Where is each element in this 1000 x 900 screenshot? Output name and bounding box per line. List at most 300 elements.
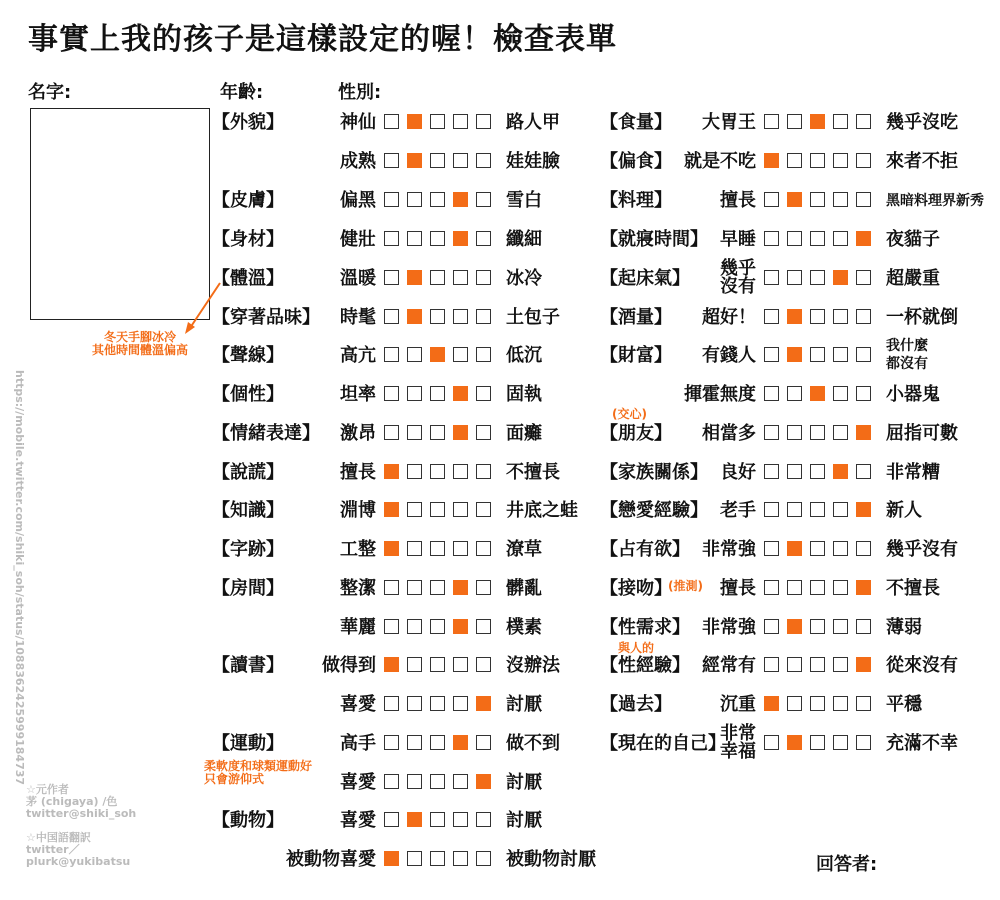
rating-box[interactable]	[476, 619, 491, 634]
rating-box[interactable]	[764, 541, 779, 556]
left-trait-label: 非常 幸福	[720, 723, 756, 762]
left-trait-label: 高手	[340, 733, 376, 754]
rating-box[interactable]	[430, 812, 445, 827]
left-trait-label: 超好！	[702, 307, 756, 328]
rating-box[interactable]	[384, 153, 399, 168]
right-trait-label: 固執	[506, 384, 542, 405]
right-trait-label: 雪白	[506, 190, 542, 211]
rating-box[interactable]	[407, 735, 422, 750]
rating-box-selected[interactable]	[407, 812, 422, 827]
left-trait-label: 擅長	[340, 462, 376, 483]
rating-scale	[764, 502, 874, 520]
rating-box-selected[interactable]	[407, 114, 422, 129]
rating-box[interactable]	[384, 309, 399, 324]
rating-box[interactable]	[810, 657, 825, 672]
right-trait-label: 娃娃臉	[506, 151, 560, 172]
rating-box[interactable]	[407, 619, 422, 634]
right-trait-label: 沒辦法	[506, 655, 560, 676]
rating-box-selected[interactable]	[833, 464, 848, 479]
rating-box[interactable]	[476, 580, 491, 595]
checklist-row	[600, 149, 1000, 175]
checklist-row	[212, 343, 592, 369]
rating-box[interactable]	[407, 541, 422, 556]
rating-box-selected[interactable]	[453, 735, 468, 750]
checklist-row	[600, 227, 1000, 253]
rating-box-selected[interactable]	[453, 580, 468, 595]
rating-box[interactable]	[764, 502, 779, 517]
rating-box[interactable]	[856, 270, 871, 285]
rating-box[interactable]	[476, 502, 491, 517]
rating-box[interactable]	[764, 309, 779, 324]
checklist-row	[212, 537, 592, 563]
rating-scale	[384, 541, 494, 559]
category-label: 【房間】	[212, 578, 284, 599]
right-trait-label: 低沉	[506, 345, 542, 366]
rating-box[interactable]	[856, 347, 871, 362]
rating-box-selected[interactable]	[407, 309, 422, 324]
rating-box-selected[interactable]	[810, 386, 825, 401]
rating-box[interactable]	[856, 541, 871, 556]
rating-scale	[384, 153, 494, 171]
rating-box-selected[interactable]	[453, 386, 468, 401]
rating-box[interactable]	[833, 502, 848, 517]
left-trait-label: 老手	[720, 500, 756, 521]
rating-box[interactable]	[453, 696, 468, 711]
rating-box[interactable]	[810, 619, 825, 634]
right-trait-label: 從來沒有	[886, 655, 958, 676]
checklist-row	[212, 266, 592, 292]
rating-box[interactable]	[384, 425, 399, 440]
temperature-note: 冬天手腳冰冷 其他時間體溫偏高	[92, 330, 189, 357]
rating-box[interactable]	[476, 386, 491, 401]
source-url-watermark	[4, 370, 26, 870]
rating-box[interactable]	[407, 774, 422, 789]
rating-box[interactable]	[430, 386, 445, 401]
rating-box[interactable]	[407, 657, 422, 672]
rating-box[interactable]	[764, 464, 779, 479]
rating-box[interactable]	[476, 114, 491, 129]
category-label: 【皮膚】	[212, 190, 284, 211]
sport-note: 柔軟度和球類運動好 只會游仰式	[204, 759, 313, 786]
left-trait-label: 擅長	[720, 578, 756, 599]
rating-scale	[384, 464, 494, 482]
rating-box[interactable]	[430, 114, 445, 129]
rating-box[interactable]	[384, 270, 399, 285]
rating-box[interactable]	[856, 619, 871, 634]
rating-scale	[764, 192, 874, 210]
right-trait-label: 纖細	[506, 229, 542, 250]
rating-box[interactable]	[407, 192, 422, 207]
rating-box-selected[interactable]	[384, 464, 399, 479]
left-trait-label: 經常有	[702, 655, 756, 676]
rating-box[interactable]	[764, 231, 779, 246]
rating-scale	[764, 270, 874, 288]
rating-box[interactable]	[810, 502, 825, 517]
rating-box[interactable]	[833, 657, 848, 672]
rating-scale	[384, 851, 494, 869]
checklist-row	[600, 576, 1000, 602]
rating-box[interactable]	[384, 580, 399, 595]
left-trait-label: 坦率	[340, 384, 376, 405]
checklist-row	[600, 498, 1000, 524]
right-trait-label: 不擅長	[506, 462, 560, 483]
rating-box[interactable]	[810, 696, 825, 711]
rating-box[interactable]	[476, 657, 491, 672]
rating-box[interactable]	[430, 464, 445, 479]
checklist-row	[600, 692, 1000, 718]
rating-box[interactable]	[810, 541, 825, 556]
rating-box[interactable]	[430, 270, 445, 285]
rating-box[interactable]	[430, 774, 445, 789]
left-trait-label: 偏黑	[340, 190, 376, 211]
rating-box[interactable]	[430, 851, 445, 866]
rating-box-selected[interactable]	[384, 851, 399, 866]
rating-box-selected[interactable]	[453, 192, 468, 207]
rating-box-selected[interactable]	[384, 541, 399, 556]
category-label: 【起床氣】	[600, 268, 690, 289]
left-trait-label: 大胃王	[702, 112, 756, 133]
rating-box-selected[interactable]	[787, 347, 802, 362]
rating-box[interactable]	[810, 153, 825, 168]
checklist-row	[212, 188, 592, 214]
rating-scale	[384, 231, 494, 249]
rating-scale	[764, 114, 874, 132]
rating-box[interactable]	[384, 696, 399, 711]
rating-scale	[384, 774, 494, 792]
rating-box[interactable]	[407, 502, 422, 517]
left-trait-label: 做得到	[322, 655, 376, 676]
right-trait-label: 被動物討厭	[506, 849, 596, 870]
rating-scale	[384, 270, 494, 288]
rating-box-selected[interactable]	[856, 580, 871, 595]
rating-box-selected[interactable]	[453, 425, 468, 440]
rating-box[interactable]	[384, 812, 399, 827]
rating-box[interactable]	[856, 192, 871, 207]
rating-box-selected[interactable]	[384, 657, 399, 672]
rating-scale	[764, 541, 874, 559]
rating-box-selected[interactable]	[476, 696, 491, 711]
right-trait-label: 井底之蛙	[506, 500, 578, 521]
rating-box[interactable]	[856, 309, 871, 324]
right-trait-label: 討厭	[506, 772, 542, 793]
rating-box[interactable]	[856, 464, 871, 479]
rating-box[interactable]	[453, 464, 468, 479]
rating-box[interactable]	[787, 580, 802, 595]
rating-box[interactable]	[833, 619, 848, 634]
page-title: 事實上我的孩子是這樣設定的喔！檢查表單	[28, 22, 617, 57]
rating-box-selected[interactable]	[856, 231, 871, 246]
category-label: 【現在的自己】	[600, 733, 726, 754]
rating-box[interactable]	[764, 657, 779, 672]
left-trait-label: 有錢人	[702, 345, 756, 366]
rating-box[interactable]	[764, 619, 779, 634]
rating-box[interactable]	[430, 192, 445, 207]
rating-box-selected[interactable]	[384, 502, 399, 517]
rating-box[interactable]	[787, 153, 802, 168]
rating-box[interactable]	[430, 425, 445, 440]
right-trait-label: 幾乎沒吃	[886, 112, 958, 133]
rating-scale	[384, 580, 494, 598]
rating-box[interactable]	[833, 114, 848, 129]
rating-box[interactable]	[787, 231, 802, 246]
rating-box[interactable]	[833, 735, 848, 750]
checklist-row	[600, 188, 1000, 214]
rating-box[interactable]	[453, 270, 468, 285]
rating-box[interactable]	[787, 696, 802, 711]
rating-box[interactable]	[384, 114, 399, 129]
rating-box[interactable]	[476, 309, 491, 324]
category-label: 【酒量】	[600, 307, 672, 328]
checklist-row	[600, 615, 1000, 641]
credit-author-twitter: twitter@shiki_soh	[26, 807, 137, 820]
left-trait-label: 沉重	[720, 694, 756, 715]
rating-box[interactable]	[810, 192, 825, 207]
right-trait-label: 小器鬼	[886, 384, 940, 405]
checklist-row	[212, 421, 592, 447]
right-trait-label: 做不到	[506, 733, 560, 754]
rating-box[interactable]	[833, 231, 848, 246]
rating-box[interactable]	[787, 114, 802, 129]
rating-box[interactable]	[764, 192, 779, 207]
rating-box-selected[interactable]	[787, 735, 802, 750]
rating-box-selected[interactable]	[810, 114, 825, 129]
rating-box[interactable]	[384, 619, 399, 634]
category-label: 【偏食】	[600, 151, 672, 172]
rating-box[interactable]	[476, 153, 491, 168]
rating-box[interactable]	[453, 502, 468, 517]
rating-box[interactable]	[453, 851, 468, 866]
checklist-row	[212, 653, 592, 679]
rating-box[interactable]	[430, 735, 445, 750]
rating-box[interactable]	[430, 231, 445, 246]
checklist-row	[212, 110, 592, 136]
rating-box[interactable]	[476, 270, 491, 285]
rating-box[interactable]	[407, 231, 422, 246]
rating-box[interactable]	[833, 696, 848, 711]
checklist-row	[600, 382, 1000, 408]
rating-box[interactable]	[787, 425, 802, 440]
checklist-row	[212, 498, 592, 524]
rating-box-selected[interactable]	[764, 153, 779, 168]
rating-box[interactable]	[764, 270, 779, 285]
rating-box[interactable]	[453, 812, 468, 827]
rating-box[interactable]	[453, 153, 468, 168]
category-label: 【性經驗】	[600, 655, 690, 676]
category-label: 【朋友】	[600, 423, 672, 444]
left-trait-label: 神仙	[340, 112, 376, 133]
rating-box[interactable]	[430, 309, 445, 324]
rating-box[interactable]	[856, 735, 871, 750]
checklist-row	[600, 421, 1000, 447]
rating-scale	[764, 386, 874, 404]
rating-box-selected[interactable]	[764, 696, 779, 711]
category-label: 【知識】	[212, 500, 284, 521]
rating-box[interactable]	[384, 192, 399, 207]
rating-box[interactable]	[384, 774, 399, 789]
rating-box[interactable]	[407, 425, 422, 440]
checklist-row	[212, 692, 592, 718]
rating-box[interactable]	[453, 114, 468, 129]
rating-box[interactable]	[430, 657, 445, 672]
rating-box[interactable]	[833, 386, 848, 401]
rating-box[interactable]	[787, 386, 802, 401]
rating-scale	[764, 657, 874, 675]
rating-box[interactable]	[856, 153, 871, 168]
rating-box[interactable]	[810, 270, 825, 285]
rating-box[interactable]	[430, 541, 445, 556]
rating-box[interactable]	[833, 153, 848, 168]
rating-box-selected[interactable]	[453, 619, 468, 634]
rating-box[interactable]	[764, 386, 779, 401]
rating-box[interactable]	[833, 192, 848, 207]
rating-box[interactable]	[430, 696, 445, 711]
rating-box[interactable]	[430, 153, 445, 168]
checklist-row	[212, 576, 592, 602]
rating-box-selected[interactable]	[407, 270, 422, 285]
friends-note: (交心)	[612, 407, 647, 421]
rating-box[interactable]	[384, 735, 399, 750]
left-trait-label: 激昂	[340, 423, 376, 444]
rating-box[interactable]	[833, 541, 848, 556]
rating-box[interactable]	[764, 425, 779, 440]
rating-box[interactable]	[476, 541, 491, 556]
rating-box[interactable]	[453, 657, 468, 672]
rating-box[interactable]	[764, 580, 779, 595]
rating-box[interactable]	[476, 735, 491, 750]
rating-box[interactable]	[384, 386, 399, 401]
right-trait-label: 黑暗料理界新秀	[886, 193, 984, 209]
rating-box-selected[interactable]	[407, 153, 422, 168]
category-label: 【過去】	[600, 694, 672, 715]
rating-box-selected[interactable]	[787, 619, 802, 634]
rating-box[interactable]	[764, 735, 779, 750]
rating-box[interactable]	[453, 541, 468, 556]
rating-box[interactable]	[476, 464, 491, 479]
rating-scale	[384, 735, 494, 753]
rating-box[interactable]	[787, 270, 802, 285]
rating-box[interactable]	[476, 851, 491, 866]
rating-box[interactable]	[810, 231, 825, 246]
rating-box[interactable]	[833, 347, 848, 362]
rating-box-selected[interactable]	[453, 231, 468, 246]
rating-box[interactable]	[787, 657, 802, 672]
rating-box[interactable]	[810, 464, 825, 479]
rating-box[interactable]	[430, 502, 445, 517]
rating-box-selected[interactable]	[856, 502, 871, 517]
checklist-row	[600, 537, 1000, 563]
rating-box[interactable]	[384, 347, 399, 362]
left-trait-label: 喜愛	[340, 694, 376, 715]
rating-box[interactable]	[787, 464, 802, 479]
left-trait-label: 相當多	[702, 423, 756, 444]
rating-box[interactable]	[430, 619, 445, 634]
checklist-row	[600, 110, 1000, 136]
rating-box[interactable]	[476, 425, 491, 440]
rating-box[interactable]	[833, 425, 848, 440]
right-trait-label: 夜貓子	[886, 229, 940, 250]
rating-box-selected[interactable]	[856, 657, 871, 672]
rating-box[interactable]	[430, 580, 445, 595]
rating-box-selected[interactable]	[430, 347, 445, 362]
rating-box[interactable]	[810, 309, 825, 324]
left-trait-label: 溫暖	[340, 268, 376, 289]
category-label: 【財富】	[600, 345, 672, 366]
checklist-row	[212, 808, 592, 834]
rating-box[interactable]	[856, 696, 871, 711]
rating-box-selected[interactable]	[833, 270, 848, 285]
rating-box[interactable]	[810, 735, 825, 750]
rating-box-selected[interactable]	[787, 309, 802, 324]
checklist-row	[600, 653, 1000, 679]
rating-box[interactable]	[787, 502, 802, 517]
category-label: 【個性】	[212, 384, 284, 405]
rating-box[interactable]	[453, 347, 468, 362]
right-trait-label: 幾乎沒有	[886, 539, 958, 560]
rating-box-selected[interactable]	[856, 425, 871, 440]
rating-box-selected[interactable]	[787, 541, 802, 556]
left-trait-label: 擅長	[720, 190, 756, 211]
rating-box[interactable]	[453, 309, 468, 324]
left-trait-label: 淵博	[340, 500, 376, 521]
rating-box[interactable]	[476, 812, 491, 827]
credit-translator-twitter: twitter／	[26, 843, 80, 856]
left-trait-label: 高亢	[340, 345, 376, 366]
left-trait-label: 華麗	[340, 617, 376, 638]
rating-box[interactable]	[407, 851, 422, 866]
rating-box[interactable]	[476, 347, 491, 362]
category-label: 【接吻】	[600, 578, 672, 599]
rating-box[interactable]	[856, 114, 871, 129]
right-trait-label: 路人甲	[506, 112, 560, 133]
watermark-text: https://mobile.twitter.com/shiki_soh/status/1088362425999184737	[13, 370, 26, 786]
rating-box-selected[interactable]	[476, 774, 491, 789]
category-label: 【就寢時間】	[600, 229, 708, 250]
rating-box[interactable]	[810, 347, 825, 362]
rating-box[interactable]	[407, 386, 422, 401]
rating-box[interactable]	[476, 192, 491, 207]
rating-box[interactable]	[833, 309, 848, 324]
left-trait-label: 揮霍無度	[684, 384, 756, 405]
rating-box[interactable]	[407, 347, 422, 362]
credit-translator-plurk: plurk@yukibatsu	[26, 855, 131, 868]
rating-scale	[764, 580, 874, 598]
rating-box[interactable]	[833, 580, 848, 595]
rating-box[interactable]	[476, 231, 491, 246]
rating-box[interactable]	[764, 347, 779, 362]
checklist-row	[212, 847, 596, 873]
rating-box[interactable]	[764, 114, 779, 129]
right-trait-label: 一杯就倒	[886, 307, 958, 328]
rating-box[interactable]	[407, 696, 422, 711]
category-label: 【穿著品味】	[212, 307, 320, 328]
rating-box[interactable]	[810, 580, 825, 595]
rating-box[interactable]	[856, 386, 871, 401]
rating-box[interactable]	[453, 774, 468, 789]
right-trait-label: 土包子	[506, 307, 560, 328]
rating-scale	[764, 425, 874, 443]
right-trait-label: 平穩	[886, 694, 922, 715]
rating-box[interactable]	[407, 464, 422, 479]
right-trait-label: 髒亂	[506, 578, 542, 599]
rating-box-selected[interactable]	[787, 192, 802, 207]
rating-box[interactable]	[810, 425, 825, 440]
category-label: 【運動】	[212, 733, 284, 754]
rating-box[interactable]	[407, 580, 422, 595]
right-trait-label: 樸素	[506, 617, 542, 638]
gender-label: 性別:	[338, 82, 382, 103]
rating-box[interactable]	[384, 231, 399, 246]
right-trait-label: 來者不拒	[886, 151, 958, 172]
